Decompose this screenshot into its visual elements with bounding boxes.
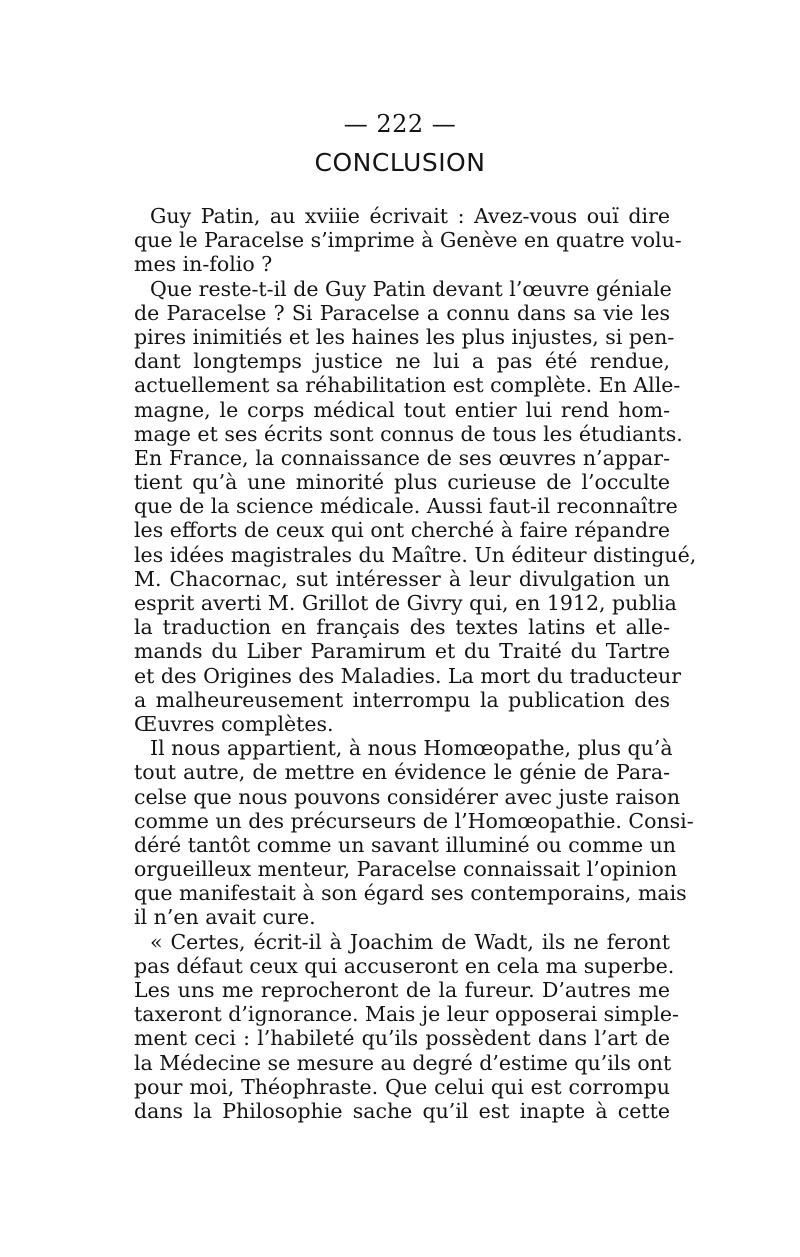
text-line: Il nous appartient, à nous Homœopathe, plus qu’à [150, 736, 673, 761]
text-line: Que reste-t-il de Guy Patin devant l’œuvre géniale [150, 276, 672, 301]
text-line: ment ceci : l’habileté qu’ils possèdent dans l’art de [134, 1026, 670, 1051]
text-line: taxeront d’ignorance. Mais je leur opposerai simple- [134, 1002, 679, 1027]
text-line: comme un des précurseurs de l’Homœopathie. Consi- [134, 808, 694, 833]
text-line: pour moi, Théophraste. Que celui qui est corrompu [134, 1074, 670, 1099]
text-line: « Certes, écrit-il à Joachim de Wadt, ils ne feront [150, 929, 670, 954]
text-line: déré tantôt comme un savant illuminé ou comme un [134, 832, 677, 857]
body-text [134, 204, 697, 1123]
text-line: mes in-folio ? [134, 252, 273, 277]
text-line: Guy Patin, au xviiie écrivait : Avez-vous ouï dire [150, 204, 670, 228]
text-line: mage et ses écrits sont connus de tous les étudiants. [134, 421, 683, 446]
text-line: magne, le corps médical tout entier lui rend hom- [134, 397, 670, 422]
text-line: la traduction en français des textes latins et alle- [134, 615, 670, 640]
text-line: orgueilleux menteur, Paracelse connaissait l’opinion [134, 857, 678, 882]
text-line: mands du Liber Paramirum et du Traité du Tartre [134, 639, 670, 664]
text-line: que le Paracelse s’imprime à Genève en quatre volu- [134, 228, 682, 253]
text-line: esprit averti M. Grillot de Givry qui, en 1912, publia [134, 591, 677, 615]
text-line: de Paracelse ? Si Paracelse a connu dans sa vie les [134, 300, 670, 325]
text-line: a malheureusement interrompu la publication des [134, 687, 670, 712]
text-line: les efforts de ceux qui ont cherché à faire répandre [134, 518, 670, 543]
text-line: que de la science médicale. Aussi faut-il reconnaître [134, 494, 678, 519]
text-line: il n’en avait cure. [134, 905, 316, 930]
text-line: M. Chacornac, sut intéresser à leur divulgation un [134, 566, 670, 591]
chapter-heading: CONCLUSION [314, 148, 486, 177]
text-line: la Médecine se mesure au degré d’estime qu’ils ont [134, 1050, 672, 1075]
text-line: Les uns me reprocheront de la fureur. D’autres me [134, 978, 670, 1002]
text-line: pas défaut ceux qui accuseront en cela ma superbe. [134, 953, 675, 978]
text-line: les idées magistrales du Maître. Un éditeur distingué, [134, 542, 697, 567]
text-line: que manifestait à son égard ses contemporains, mais [134, 881, 687, 906]
page-number: — 222 — [343, 110, 457, 138]
text-line: et des Origines des Maladies. La mort du traducteur [134, 663, 682, 688]
text-line: dans la Philosophie sache qu’il est inapte à cette [134, 1098, 670, 1123]
text-line: Œuvres complètes. [134, 711, 334, 736]
text-line: pires inimitiés et les haines les plus injustes, si pen- [134, 324, 675, 349]
text-line: tient qu’à une minorité plus curieuse de l’occulte [134, 470, 670, 495]
text-line: tout autre, de mettre en évidence le génie de Para- [134, 760, 670, 785]
text-line: En France, la connaissance de ses œuvres n’appar- [134, 445, 670, 470]
text-line: actuellement sa réhabilitation est complète. En Alle- [134, 373, 681, 398]
text-line: dant longtemps justice ne lui a pas été rendue, [134, 349, 670, 374]
text-line: celse que nous pouvons considérer avec juste raison [134, 784, 681, 809]
